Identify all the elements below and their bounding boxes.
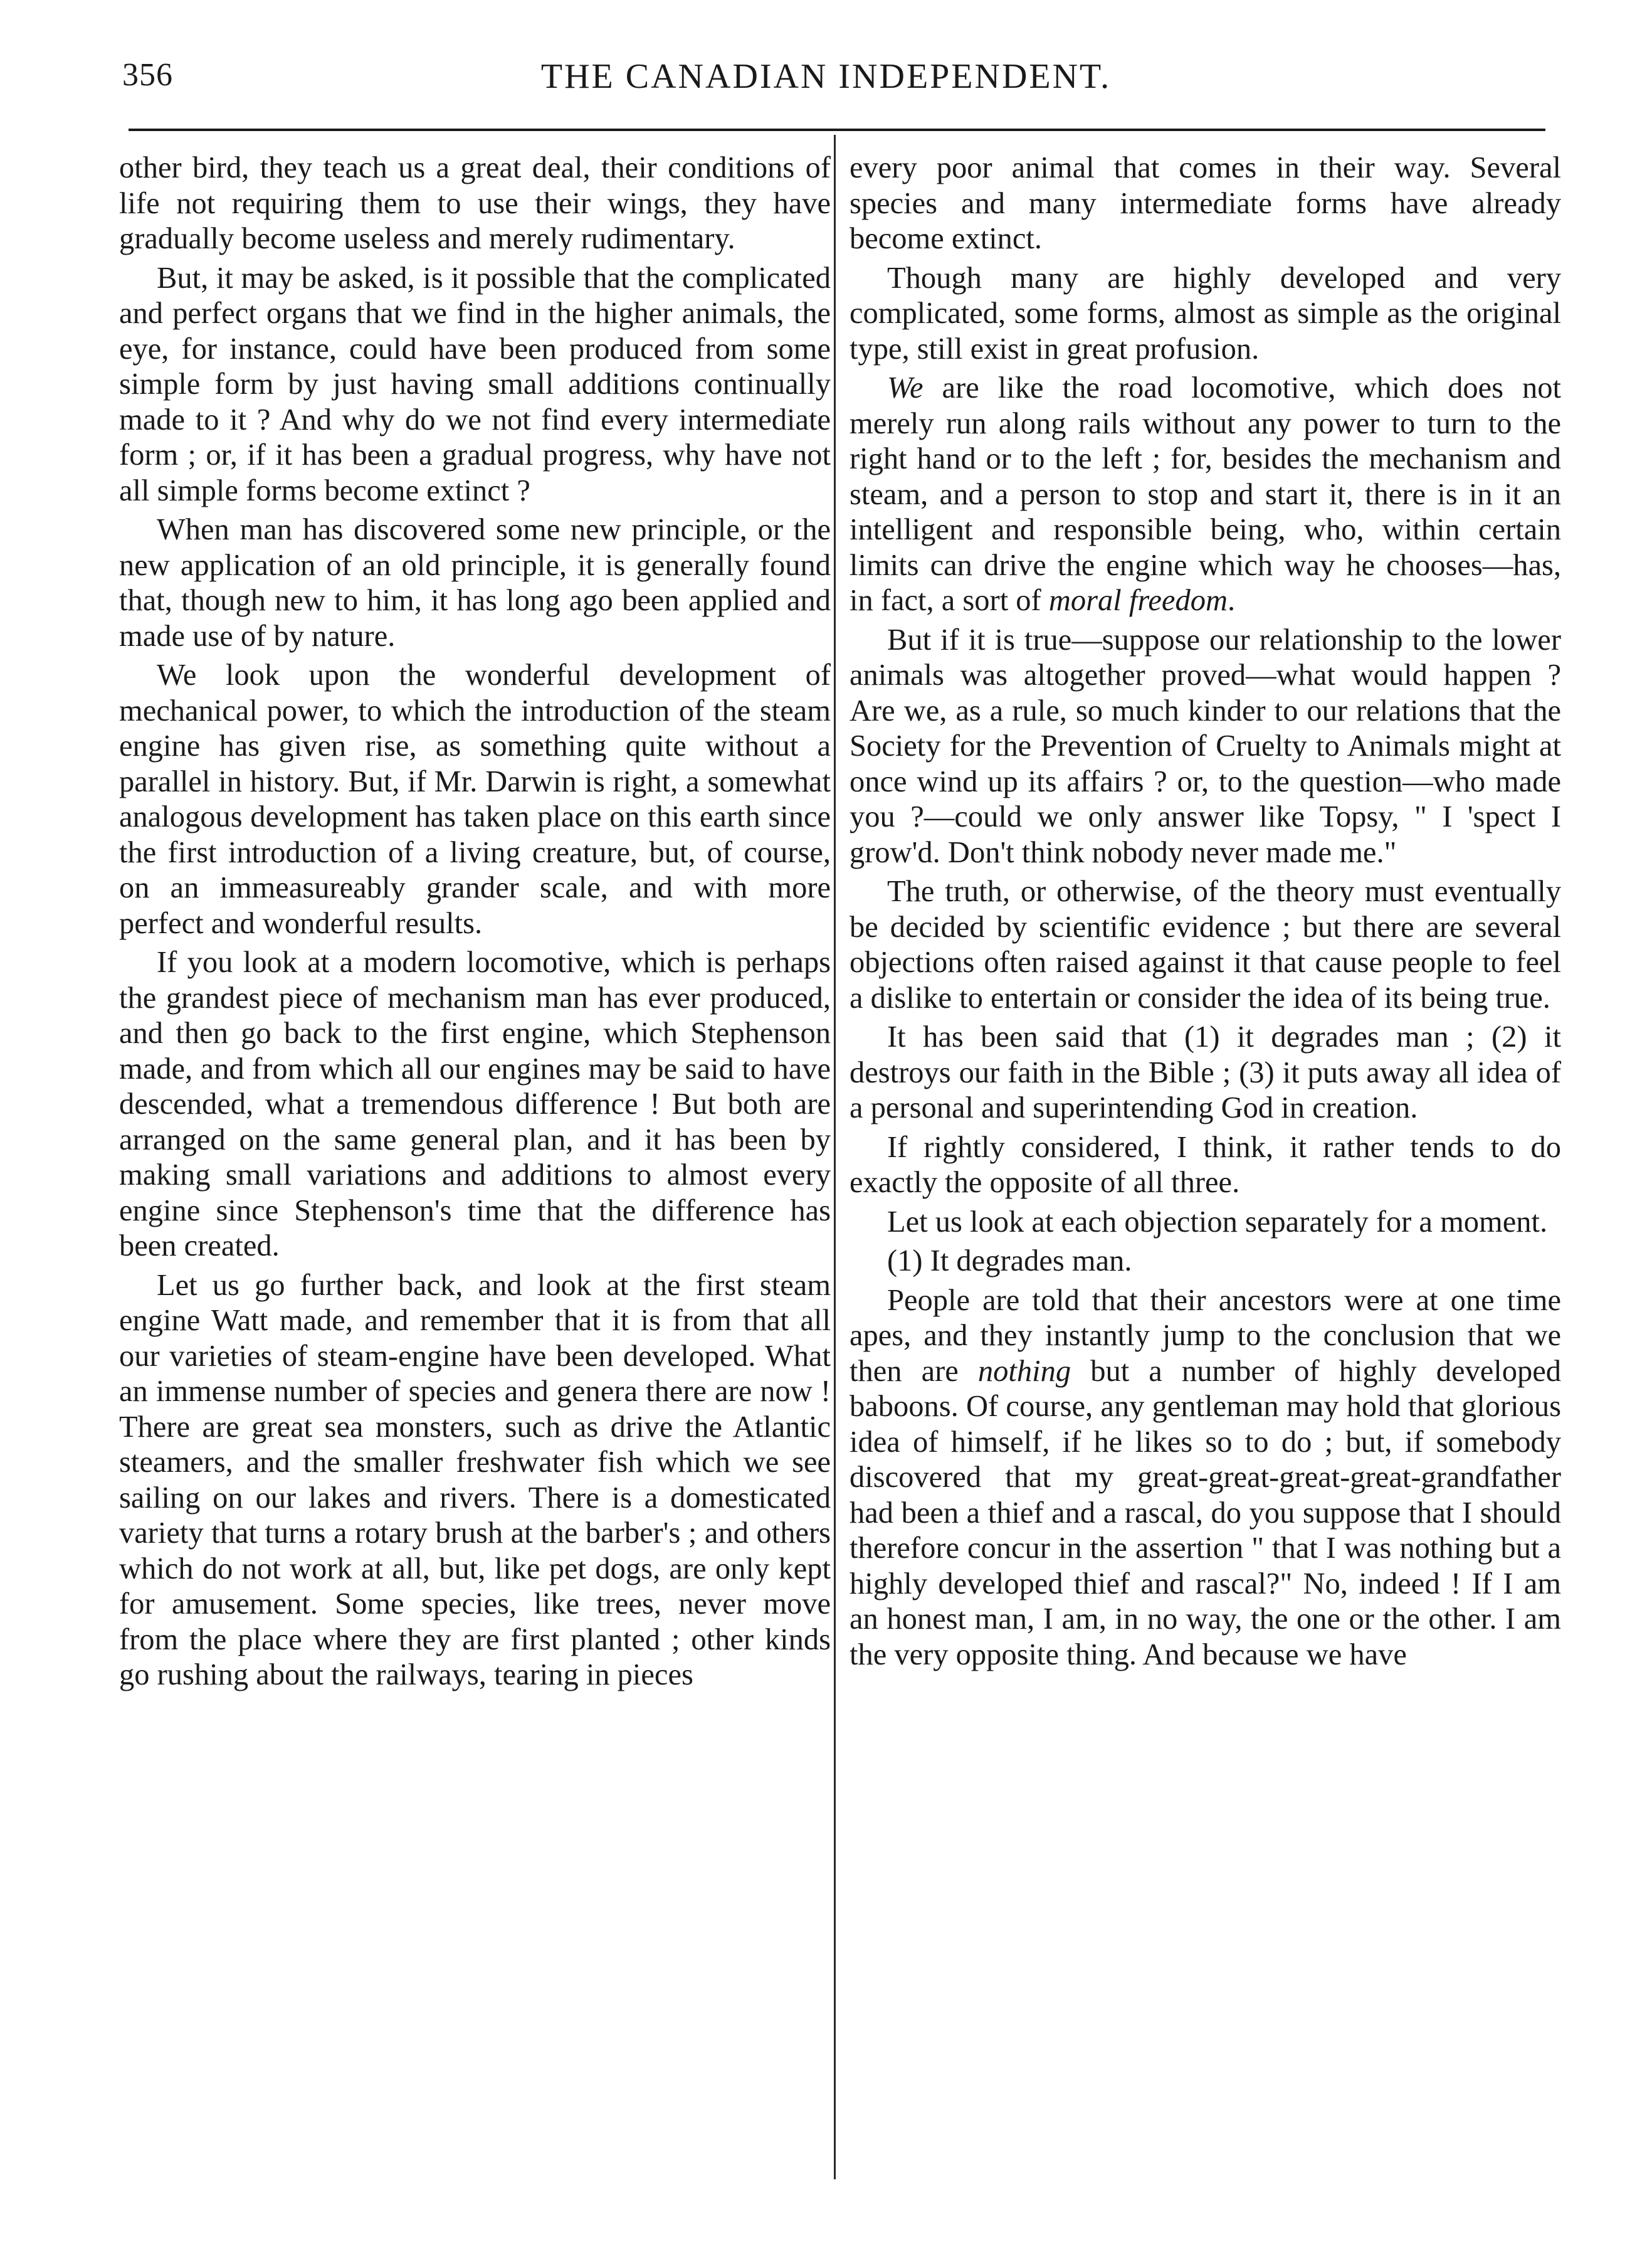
paragraph: Though many are highly developed and very complicated, some forms, almost as simple as the original type, still exist in great profusion. (850, 261, 1561, 366)
paragraph: But if it is true—suppose our relationship to the lower animals was altogether proved—what would happen ? Are we, as a rule, so much kinder to our relations that the Society for the Prevention of Cruelty to Animals might at once wind up its affairs ? or, to the question—who made you ?—could we only answer like Topsy, " I 'spect I grow'd. Don't think nobody never made me." (850, 623, 1561, 869)
emphasis-nothing: nothing (977, 1354, 1071, 1388)
column-divider (834, 135, 836, 2179)
right-column (850, 151, 1561, 1673)
paragraph (850, 371, 1561, 619)
paragraph-text: are like the road locomotive, which does not merely run along rails without any power to turn to the right hand or to the left ; for, besides the mechanism and steam, and a person to stop and start it, there is in it an intelligent and responsible being, who, within certain limits can drive the engine which way he chooses—has, in fact, a sort of (850, 371, 1561, 617)
paragraph: every poor animal that comes in their way. Several species and many intermediate forms have already become extinct. (850, 151, 1561, 255)
paragraph: When man has discovered some new principle, or the new application of an old principle, it is generally found that, though new to him, it has long ago been applied and made use of by nature. (119, 513, 831, 653)
header-rule (129, 129, 1545, 131)
paragraph-text: but a number of highly developed baboons. Of course, any gentleman may hold that glorious idea of himself, if he likes so to do ; but, if somebody discovered that my great-great-great-great-grandfather had been a thief and a rascal, do you suppose that I should therefore concur in the assertion " that I was nothing but a highly developed thief and rascal?" No, indeed ! If I am an honest man, I am, in no way, the one or the other. I am the very opposite thing. And because we have (850, 1354, 1561, 1671)
paragraph: Let us look at each objection separately for a moment. (887, 1205, 1548, 1239)
journal-title: THE CANADIAN INDEPENDENT. (540, 57, 1112, 96)
paragraph-text: People are told that their ancestors were at one time apes, and they instantly jump to the conclusion that we then are (850, 1283, 1561, 1388)
emphasis-we: We (887, 371, 923, 405)
paragraph: Let us go further back, and look at the first steam engine Watt made, and remember that it is from that all our varieties of steam-engine have been developed. What an immense number of species and genera there are now ! There are great sea monsters, such as drive the Atlantic steamers, and the smaller freshwater fish which we see sailing on our lakes and rivers. There is a domesticated variety that turns a rotary brush at the barber's ; and others which do not work at all, but, like pet dogs, are only kept for amusement. Some species, like trees, never move from the place where they are first planted ; other kinds go rushing about the railways, tearing in pieces (119, 1268, 831, 1691)
left-column (119, 151, 831, 1693)
paragraph: If you look at a modern locomotive, which is perhaps the grandest piece of mechanism man has ever produced, and then go back to the first engine, which Stephenson made, and from which all our engines may be said to have descended, what a tremendous difference ! But both are arranged on the same general plan, and it has been by making small variations and additions to almost every engine since Stephenson's time that the difference has been created. (119, 946, 831, 1262)
paragraph: other bird, they teach us a great deal, their conditions of life not requiring them to use their wings, they have gradually become useless and merely rudimentary. (119, 151, 831, 255)
paragraph: If rightly considered, I think, it rather tends to do exactly the opposite of all three. (850, 1130, 1561, 1199)
paragraph (850, 1283, 1561, 1673)
paragraph: The truth, or otherwise, of the theory must eventually be decided by scientific evidence ; but there are several objections often raised against it that cause people to feel a dislike to entertain or consider the idea of its being true. (850, 875, 1561, 1015)
emphasis-moral-freedom: moral freedom (1048, 584, 1228, 617)
paragraph: We look upon the wonderful development of mechanical power, to which the introduction of the steam engine has given rise, as something quite without a parallel in history. But, if Mr. Darwin is right, a somewhat analogous development has taken place on this earth since the first introduction of a living creature, but, of course, on an immeasureably grander scale, and with more perfect and wonderful results. (119, 658, 831, 940)
paragraph-text: . (1227, 584, 1236, 617)
page-number: 356 (122, 57, 173, 93)
page-header (122, 56, 1530, 107)
paragraph: It has been said that (1) it degrades man ; (2) it destroys our faith in the Bible ; (3) it puts away all idea of a personal and superintending God in creation. (850, 1020, 1561, 1124)
section-heading: (1) It degrades man. (887, 1244, 1132, 1277)
paragraph: But, it may be asked, is it possible that the complicated and perfect organs that we find in the higher animals, the eye, for instance, could have been produced from some simple form by just having small additions continually made to it ? And why do we not find every intermediate form ; or, if it has been a gradual progress, why have not all simple forms become extinct ? (119, 261, 831, 507)
